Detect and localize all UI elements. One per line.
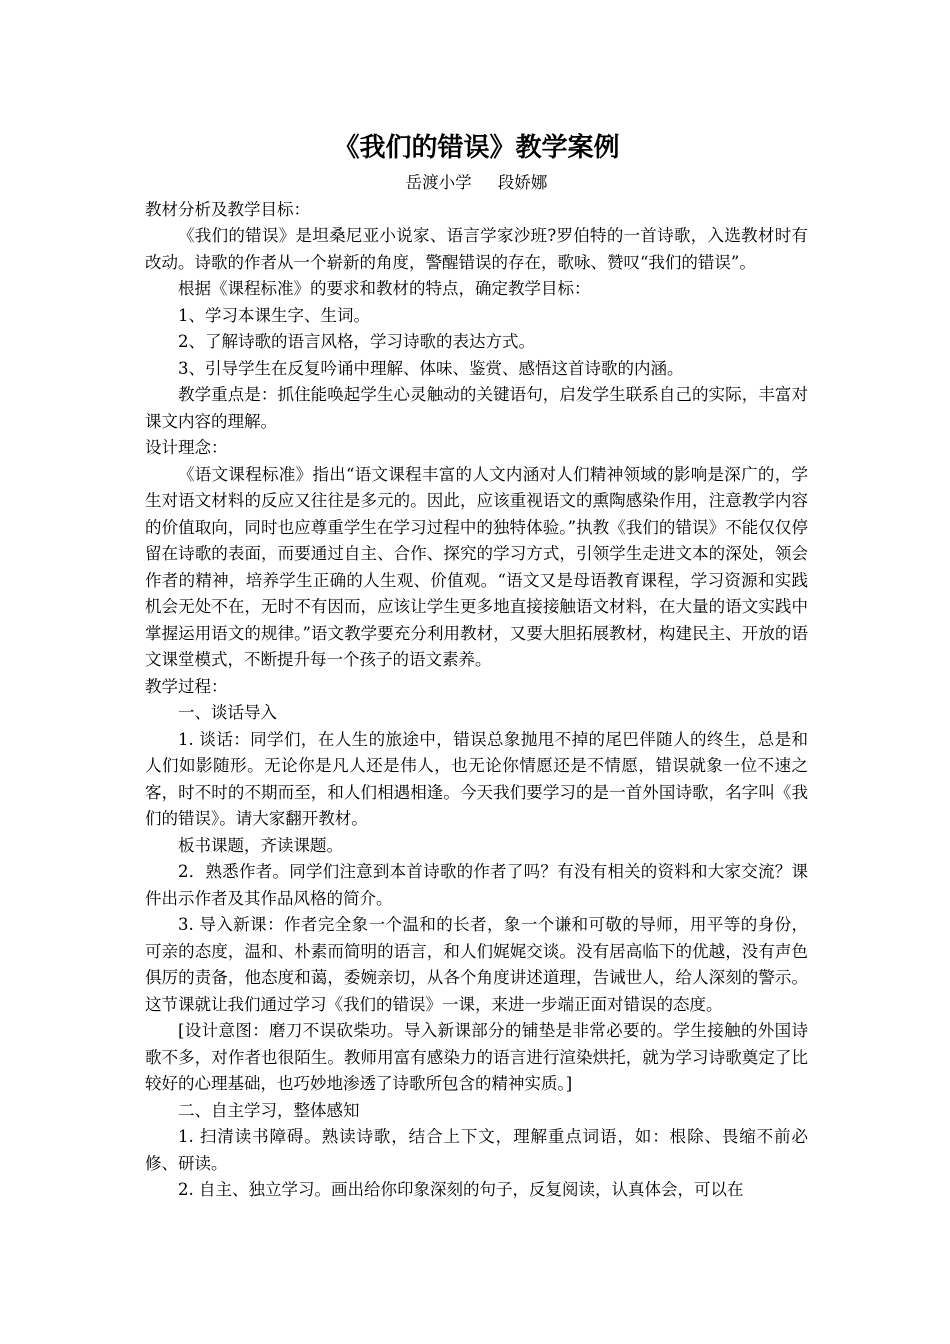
paragraph: 根据《课程标准》的要求和教材的特点，确定教学目标： [178, 279, 591, 298]
section-heading-process: 教学过程： [145, 676, 228, 696]
paragraph: 3. 导入新课：作者完全象一个温和的长者，象一个谦和可敬的导师，用平等的身份，可亲的态度，温和、朴素而简明的语言，和人们娓娓交谈。没有居高临下的优越，没有声色俱厉的责备，他态度和蔼，委婉亲切，从各个角度讲述道理，告诫世人，给人深刻的警示。这节课就让我们通过学习《我们的错误》一课，来进一步端正面对错误的态度。 [145, 915, 808, 1014]
subsection-heading: 二、自主学习，整体感知 [178, 1100, 360, 1120]
paragraph: 1. 扫清读书障碍。熟读诗歌，结合上下文，理解重点词语，如：根除、畏缩不前必修、研读。 [145, 1127, 808, 1173]
paragraph: 2. 自主、独立学习。画出给你印象深刻的句子，反复阅读，认真体会，可以在 [178, 1180, 744, 1199]
document-title: 《我们的错误》教学案例 [333, 133, 620, 163]
section-heading-analysis: 教材分析及教学目标： [145, 199, 310, 219]
paragraph: 教学重点是：抓住能唤起学生心灵触动的关键语句，启发学生联系自己的实际，丰富对课文内容的理解。 [145, 385, 808, 431]
design-intent-note: [设计意图：磨刀不误砍柴功。导入新课部分的铺垫是非常必要的。学生接触的外国诗歌不多，对作者也很陌生。教师用富有感染力的语言进行渲染烘托，就为学习诗歌奠定了比较好的心理基础，也巧妙地渗透了诗歌所包含的精神实质。] [145, 1021, 808, 1093]
section-heading-concept: 设计理念： [145, 438, 228, 457]
paragraph: 板书课题，齐读课题。 [178, 835, 343, 855]
paragraph: 2．熟悉作者。同学们注意到本首诗歌的作者了吗？有没有相关的资料和大家交流？课件出示作者及其作品风格的简介。 [145, 862, 808, 908]
goal-item: 3、引导学生在反复吟诵中理解、体味、鉴赏、感悟这首诗歌的内涵。 [178, 358, 684, 378]
subsection-heading: 一、谈话导入 [178, 703, 277, 722]
goal-item: 2、了解诗歌的语言风格，学习诗歌的表达方式。 [178, 332, 535, 351]
paragraph: 《语文课程标准》指出“语文课程丰富的人文内涵对人们精神领域的影响是深广的，学生对语文材料的反应又往往是多元的。因此，应该重视语文的熏陶感染作用，注意教学内容的价值取向，同时也应尊重学生在学习过程中的独特体验。”执教《我们的错误》不能仅仅停留在诗歌的表面，而要通过自主、合作、探究的学习方式，引领学生走进文本的深处，领会作者的精神，培养学生正确的人生观、价值观。“语文又是母语教育课程，学习资源和实践机会无处不在，无时不有因而，应该让学生更多地直接接触语文材料，在大量的语文实践中掌握运用语文的规律。”语文教学要充分利用教材，又要大胆拓展教材，构建民主、开放的语文课堂模式，不断提升每一个孩子的语文素养。 [145, 464, 808, 669]
paragraph: 1. 谈话：同学们，在人生的旅途中，错误总象抛甩不掉的尾巴伴随人的终生，总是和人们如影随形。无论你是凡人还是伟人，也无论你情愿还是不情愿，错误就象一位不速之客，时不时的不期而至，和人们相遇相逢。今天我们要学习的是一首外国诗歌，名字叫《我们的错误》。请大家翻开教材。 [145, 729, 808, 828]
goal-item: 1、学习本课生字、生词。 [178, 305, 370, 325]
document-byline: 岳渡小学 段娇娜 [405, 173, 548, 192]
document-page [145, 130, 808, 1204]
paragraph: 《我们的错误》是坦桑尼亚小说家、语言学家沙班?罗伯特的一首诗歌，入选教材时有改动。诗歌的作者从一个崭新的角度，警醒错误的存在，歌咏、赞叹“我们的错误”。 [145, 226, 808, 272]
